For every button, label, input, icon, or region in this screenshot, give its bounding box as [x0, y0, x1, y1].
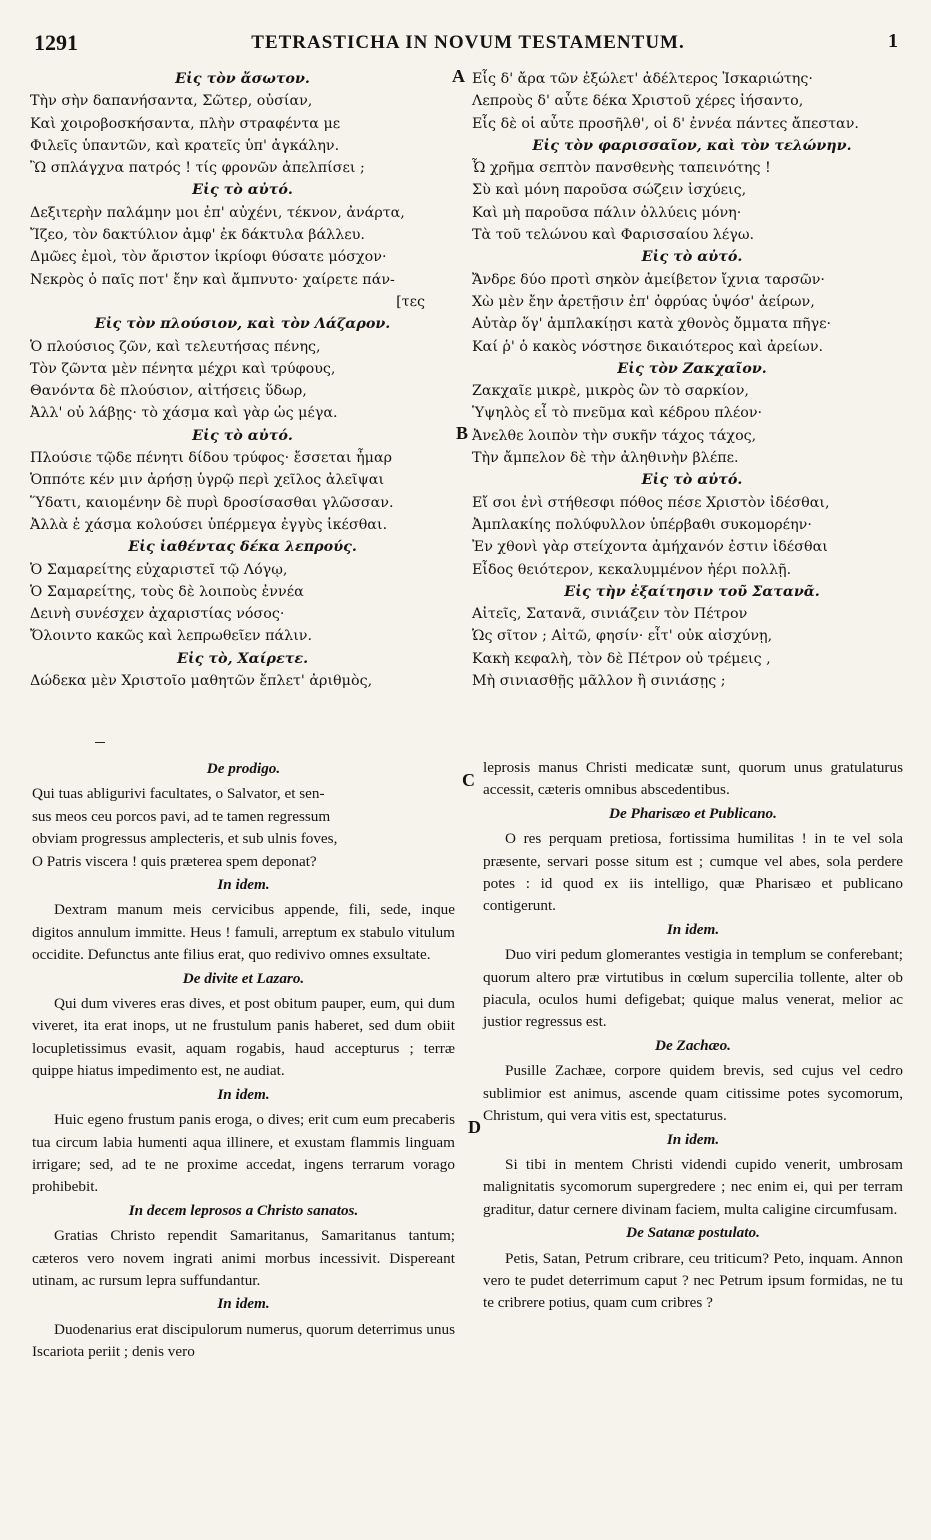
verse-line: Εἷς δ' ἄρα τῶν ἐξώλετ' ἀδέλτερος Ἰσκαριώτης· — [472, 71, 813, 87]
poem-heading: Εἰς τὸ, Χαίρετε. — [176, 650, 309, 667]
page-number: 1291 — [34, 30, 78, 55]
verse-line: Ἀλλ' οὐ λάβῃς· τὸ χάσμα καὶ γὰρ ὡς μέγα. — [30, 405, 338, 422]
translation-paragraph: O res perquam pretiosa, fortissima humilitas ! in te vel sola præsente, servari posse situm est ; cumque vel abes, sola perdere potes : id quod ex iis intelligo, quæ Pharisæo et publicano contigerunt. — [483, 830, 903, 915]
verse-line: Ὦ χρῆμα σεπτὸν πανσθενὴς ταπεινότης ! — [472, 160, 771, 177]
page-header — [28, 30, 908, 56]
translation-paragraph: Si tibi in mentem Christi videndi cupido venerit, umbrosam malignitatis sycomorum supergredere ; nec enim ei, qui per terram graditur, datur cernere divinam faciem, multa caligine circumfusam. — [483, 1155, 903, 1218]
translation-paragraph: leprosis manus Christi medicatæ sunt, quorum unus gratulaturus accessit, cæteris omnibus abscedentibus. — [483, 759, 903, 799]
verse-line: Εἷς δὲ οἱ αὖτε προσῆλθ', οἱ δ' ἐννέα πάντες ἄπεσταν. — [472, 115, 859, 132]
verse-line: Ὁ Σαμαρείτης εὐχαριστεῖ τῷ Λόγῳ, — [30, 561, 288, 578]
verse-line: Χὼ μὲν ἔην ἀρετῇσιν ἐπ' ὀφρύας ὑψόσ' ἀείρων, — [472, 293, 815, 310]
verse-line: Μὴ σινιασθῇς μᾶλλον ἢ σινιάσῃς ; — [472, 673, 726, 690]
verse-line: Ζακχαῖε μικρὲ, μικρὸς ὢν τὸ σαρκίον, — [472, 383, 749, 400]
verse-line: Πλούσιε τῷδε πένητι δίδου τρύφος· ἔσσεται ἦμαρ — [30, 450, 393, 467]
column-number: 1 — [888, 30, 898, 52]
verse-line: [τες — [396, 293, 425, 310]
section-heading: De divite et Lazaro. — [182, 969, 305, 987]
translation-lines — [32, 783, 455, 873]
verse-line: Ὁππότε κέν μιν ἀρήσῃ ὑγρῷ περὶ χεῖλος ἀλεῖψαι — [30, 472, 385, 489]
verse-line: Κακὴ κεφαλὴ, τὸν δὲ Πέτρον οὐ τρέμεις , — [472, 650, 771, 667]
poem-heading: Εἰς τὸν Ζακχαῖον. — [617, 360, 767, 377]
poem-heading: Εἰς τὸν ἄσωτον. — [175, 71, 310, 87]
translation-line: Qui tuas abligurivi facultates, o Salvator, et sen- — [32, 785, 325, 803]
margin-marker-c: C — [462, 770, 475, 790]
latin-translation-right-column — [483, 757, 903, 1315]
translation-paragraph: Duo viri pedum glomerantes vestigia in templum se conferebant; quorum altero præ virtutibus in cœlum supercilia tollente, alter ob piacula, oculos humi defigebat; quique malus venerat, melior ac justior regressus est. — [483, 946, 903, 1031]
translation-paragraph: Qui dum viveres eras dives, et post obitum pauper, eum, qui dum viveret, ita erat inops, ut ne frustulum panis haberet, sed dum obiit locupletissimus evasit, aquam rogabis, haud accepturus ; terræ quippe hiatus impedimento est, ne audiat. — [32, 995, 455, 1080]
translation-paragraph: Petis, Satan, Petrum cribrare, ceu triticum? Peto, inquam. Annon vero te pudet deterrimum caput ? nec Petrum ipsum formidas, ne tu te cribrere potius, quam cum cribres ? — [483, 1249, 903, 1312]
translation-line: sus meos ceu porcos pavi, ad te tamen regressum — [32, 807, 331, 825]
margin-marker-d: D — [468, 1117, 481, 1137]
verse-line: Καὶ χοιροβοσκήσαντα, πλὴν στραφέντα με — [30, 115, 341, 132]
translation-paragraph: Dextram manum meis cervicibus appende, fili, sede, inque digitos annulum immitte. Heus ! famuli, arreptum ex stabulo vitulum occidite. Defunctus ante filius erat, quo redivivo omnes exsultate. — [32, 901, 455, 964]
section-heading: De Zachæo. — [655, 1036, 731, 1054]
verse-line: Ὡς σῖτον ; Αἰτῶ, φησίν· εἶτ' οὐκ αἰσχύνῃ, — [472, 628, 773, 645]
running-title: TETRASTICHA IN NOVUM TESTAMENTUM. — [251, 32, 685, 53]
verse-line: Ἀλλὰ ἑ χάσμα κολούσει ὑπέρμεγα ἐγγὺς ἱκέσθαι. — [30, 516, 388, 533]
verse-line: Τὴν ἄμπελον δὲ τὴν ἀληθινὴν βλέπε. — [472, 450, 739, 467]
verse-line: Τὰ τοῦ τελώνου καὶ Φαρισσαίου λέγω. — [472, 227, 755, 244]
poem-heading: Εἰς τὸ αὐτό. — [192, 182, 293, 199]
verse-line: Λεπροὺς δ' αὖτε δέκα Χριστοῦ χέρες ἰήσαντο, — [472, 93, 804, 110]
poem-heading: Εἰς τὸ αὐτό. — [641, 249, 743, 266]
verse-line: Σὺ καὶ μόνη παροῦσα σώζειν ἰσχύεις, — [472, 182, 747, 199]
margin-marker-b: B — [456, 423, 469, 443]
poem-heading: Εἰς ἰαθέντας δέκα λεπρούς. — [128, 539, 357, 556]
verse-line: Καὶ μὴ παροῦσα πάλιν ὀλλύεις μόνη· — [472, 204, 742, 221]
verse-line: Δεινὴ συνέσχεν ἀχαριστίας νόσος· — [30, 606, 285, 623]
section-heading: In decem leprosos a Christo sanatos. — [128, 1201, 359, 1219]
verse-line: Τὴν σὴν δαπανήσαντα, Σῶτερ, οὐσίαν, — [30, 93, 313, 110]
verse-line: Ὢ σπλάγχνα πατρός ! τίς φρονῶν ἀπελπίσει ; — [30, 160, 365, 177]
verse-line: Δεξιτερὴν παλάμην μοι ἐπ' αὐχένι, τέκνον, ἀνάρτα, — [30, 204, 405, 221]
verse-line: Φιλεῖς ὑπαντῶν, καὶ κρατεῖς ὑπ' ἀγκάλην. — [30, 137, 340, 154]
translation-line: O Patris viscera ! quis præterea spem deponat? — [32, 852, 317, 870]
greek-verse-right-column — [472, 68, 912, 692]
poem-heading: Εἰς τὸ αὐτό. — [641, 472, 743, 489]
verse-line: Τὸν ζῶντα μὲν πένητα μέχρι καὶ τρύφους, — [30, 360, 336, 377]
verse-line: Θανόντα δὲ πλούσιον, αἰτήσεις ὕδωρ, — [30, 383, 307, 400]
verse-line: Ἀνελθε λοιπὸν τὴν συκῆν τάχος τάχος, — [472, 427, 757, 444]
translation-paragraph: Gratias Christo rependit Samaritanus, Samaritanus tantum; cæteros vero novem ingrati animi morbus incessivit. Dispereant utinam, ac rursum lepra suffundantur. — [32, 1227, 455, 1289]
greek-verse-left-column — [30, 68, 455, 692]
verse-line: Ὁ πλούσιος ζῶν, καὶ τελευτήσας πένης, — [30, 338, 321, 355]
verse-line: Ὄλοιντο κακῶς καὶ λεπρωθεῖεν πάλιν. — [30, 628, 313, 645]
section-heading: De prodigo. — [206, 760, 281, 777]
verse-line: Εἴ σοι ἐνὶ στήθεσφι πόθος πέσε Χριστὸν ἰδέσθαι, — [472, 494, 830, 511]
section-heading: De Pharisæo et Publicano. — [609, 804, 777, 822]
translation-paragraph: Huic egeno frustum panis eroga, o dives; erit cum eum precaberis tua circum labia humenti aqua illinere, et exustam flammis linguam irrigare; sed, ad te ne proxime accedat, ingens terrarum vorago prohibebit. — [32, 1111, 455, 1196]
margin-marker-a: A — [452, 66, 465, 86]
poem-heading: Εἰς τὸν φαρισσαῖον, καὶ τὸν τελώνην. — [532, 137, 852, 154]
verse-line: Ὁ Σαμαρείτης, τοὺς δὲ λοιποὺς ἐννέα — [30, 583, 304, 600]
verse-line: Ὕδατι, καιομένην δὲ πυρὶ δροσίσασθαι γλῶσσαν. — [30, 494, 394, 511]
verse-line: Ὑψηλὸς εἶ τὸ πνεῦμα καὶ κέδρου πλέον· — [472, 405, 763, 422]
verse-line: Εἶδος θειότερον, κεκαλυμμένον ἠέρι πολλῇ. — [472, 561, 792, 578]
section-heading: In idem. — [217, 1295, 270, 1313]
latin-translation-left-column — [32, 757, 455, 1364]
translation-paragraph: Pusille Zachæe, corpore quidem brevis, sed cujus vel cedro sublimior est animus, ascende quam citissime potes sycomorum, Christum, qui vera vitis est, spectaturus. — [483, 1062, 903, 1125]
translation-paragraph: Duodenarius erat discipulorum numerus, quorum deterrimus unus Iscariota periit ; denis vero — [32, 1320, 455, 1361]
poem-heading: Εἰς τὸν πλούσιον, καὶ τὸν Λάζαρον. — [94, 316, 391, 333]
verse-line: Ἀμπλακίης πολύφυλλον ὑπέρβαθι συκομορέην· — [472, 516, 812, 533]
verse-line: Ἐν χθονὶ γὰρ στείχοντα ἀμήχανόν ἐστιν ἰδέσθαι — [472, 539, 828, 556]
verse-line: Ἴζεο, τὸν δακτύλιον ἀμφ' ἐκ δάκτυλα βάλλευ. — [30, 227, 365, 244]
poem-heading: Εἰς τὸ αὐτό. — [192, 427, 293, 444]
section-heading: De Satanæ postulato. — [626, 1224, 760, 1242]
section-heading: In idem. — [217, 876, 270, 894]
verse-line: Δμῶες ἐμοὶ, τὸν ἄριστον ἱκρίοφι θύσατε μόσχον· — [30, 249, 387, 266]
verse-line: Ἄνδρε δύο προτὶ σηκὸν ἀμείβετον ἴχνια ταρσῶν· — [472, 271, 825, 288]
section-heading: In idem. — [666, 1130, 720, 1148]
translation-line: obviam progressus amplecteris, et sub ulnis foves, — [32, 830, 338, 848]
section-heading: In idem. — [217, 1085, 270, 1103]
verse-line: Δώδεκα μὲν Χριστοῖο μαθητῶν ἔπλετ' ἀριθμὸς, — [30, 673, 373, 690]
verse-line: Αὐτὰρ ὅγ' ἀμπλακίῃσι κατὰ χθονὸς ὄμματα πῆγε· — [472, 316, 832, 333]
poem-heading: Εἰς τὴν ἐξαίτησιν τοῦ Σατανᾶ. — [564, 583, 820, 600]
verse-line: Καί ῥ' ὁ κακὸς νόστησε δικαιότερος καὶ ἀρείων. — [472, 338, 824, 355]
section-divider — [95, 742, 105, 743]
section-heading: In idem. — [666, 920, 720, 938]
verse-line: Νεκρὸς ὁ παῖς ποτ' ἔην καὶ ἄμπνυτο· χαίρετε πάν- — [30, 271, 395, 288]
verse-line: Αἰτεῖς, Σατανᾶ, σινιάζειν τὸν Πέτρον — [472, 606, 748, 623]
